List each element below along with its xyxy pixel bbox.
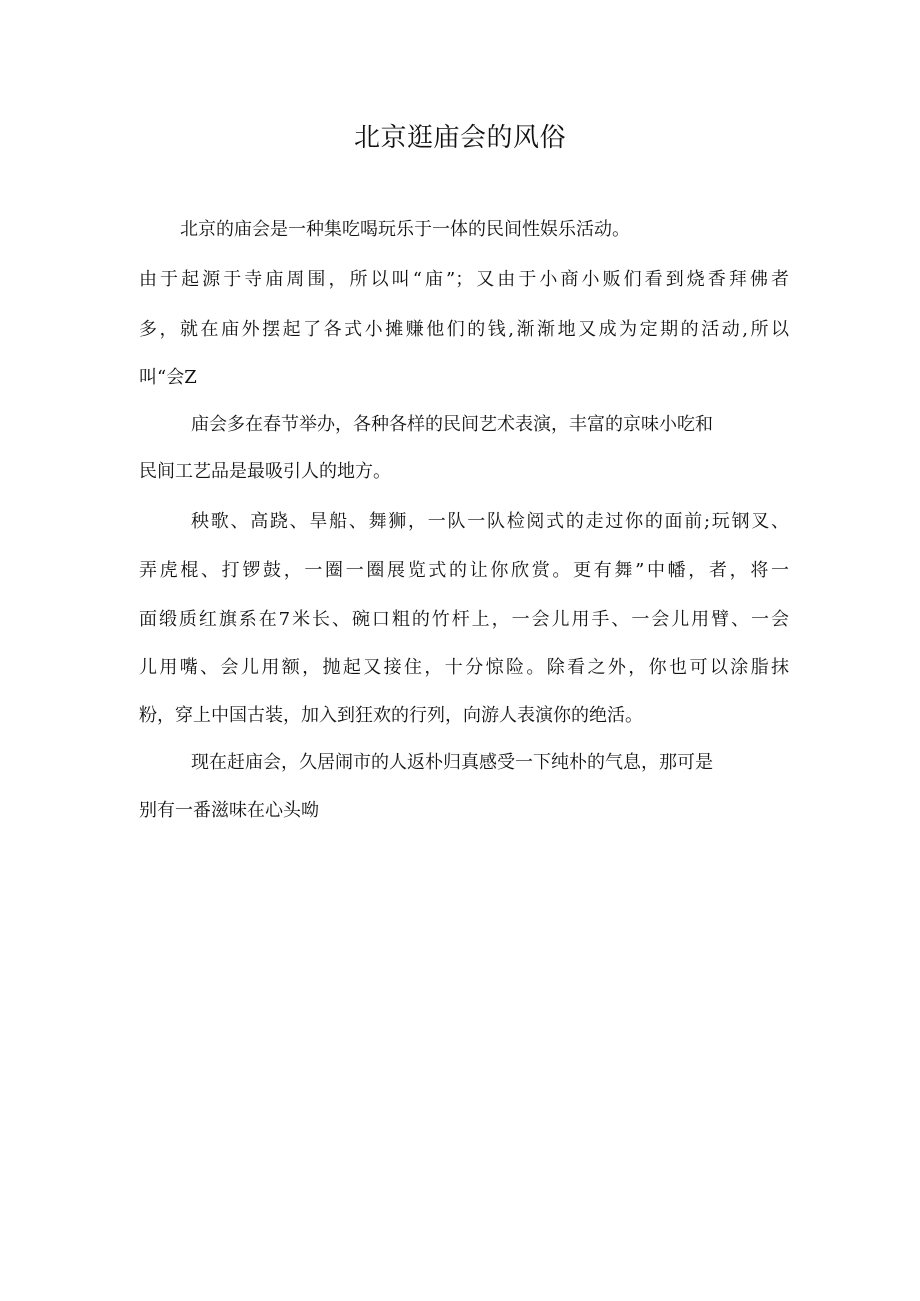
paragraph-5-line-2: 别有一番滋味在心头呦 [139,800,319,821]
paragraph-2-line-3: 叫“会Z [139,367,197,388]
paragraph-4-line-5: 粉，穿上中国古装，加入到狂欢的行列，向游人表演你的绝活。 [139,705,643,726]
paragraph-4-line-4: 儿用嘴、会儿用额，抛起又接住，十分惊险。除看之外，你也可以涂脂抹 [139,657,789,678]
paragraph-2-line-1: 由于起源于寺庙周围，所以叫“庙”；又由于小商小贩们看到烧香拜佛者 [139,269,789,290]
paragraph-4-line-2: 弄虎棍、打锣鼓，一圈一圈展览式的让你欣赏。更有舞”中幡，者，将一 [139,560,789,581]
paragraph-2-line-2: 多，就在庙外摆起了各式小摊赚他们的钱,渐渐地又成为定期的活动,所以 [139,319,789,340]
paragraph-5-line-1: 现在赶庙会，久居闹市的人返朴归真感受一下纯朴的气息，那可是 [191,752,713,773]
paragraph-1-line-1: 北京的庙会是一种集吃喝玩乐于一体的民间性娱乐活动。 [180,219,630,240]
paragraph-3-line-2: 民间工艺品是最吸引人的地方。 [139,461,391,482]
paragraph-3-line-1: 庙会多在春节举办，各种各样的民间艺术表演，丰富的京味小吃和 [191,414,713,435]
document-title: 北京逛庙会的风俗 [353,123,566,153]
paragraph-4-line-1: 秧歌、高跷、旱船、舞狮，一队一队检阅式的走过你的面前;玩钢叉、 [191,511,789,532]
paragraph-4-line-3: 面缎质红旗系在7米长、碗口粗的竹杆上，一会儿用手、一会儿用臂、一会 [139,609,789,630]
